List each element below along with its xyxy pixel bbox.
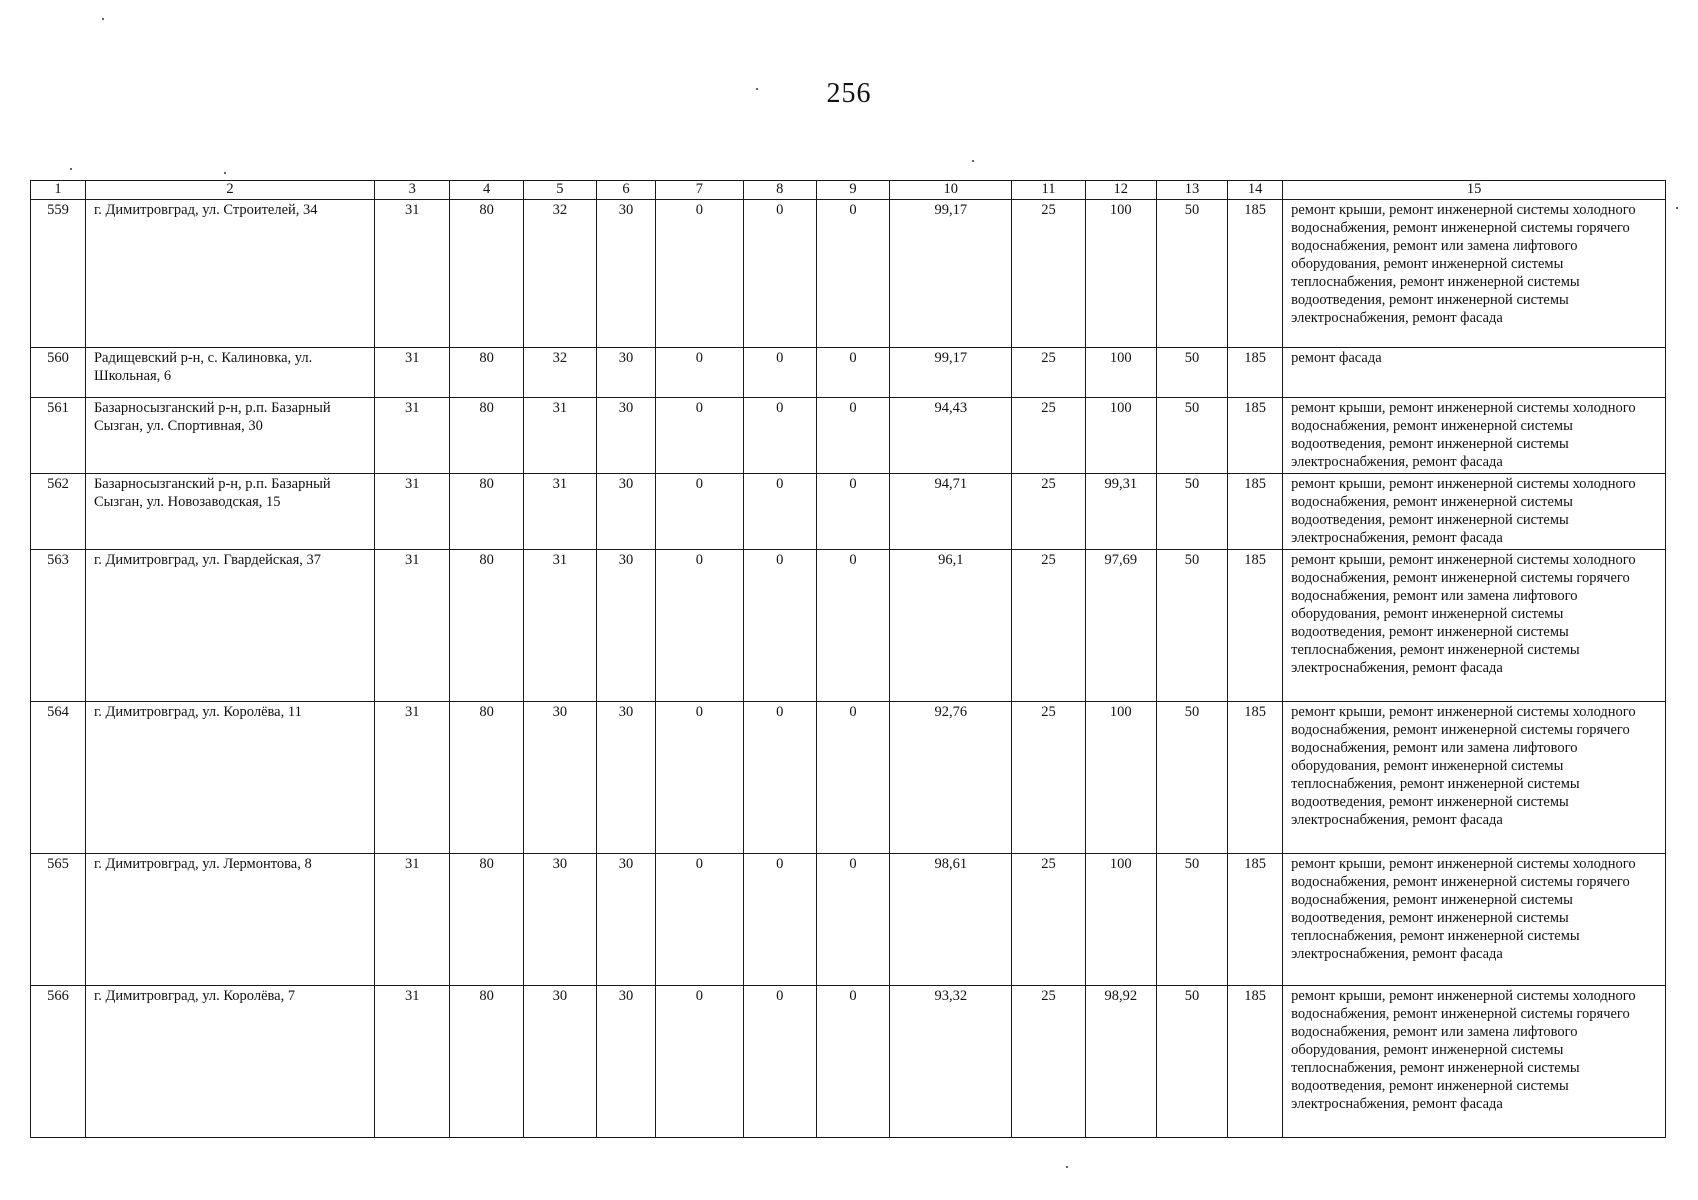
cell-col-8: 0 <box>743 398 816 474</box>
cell-col-10: 93,32 <box>890 986 1012 1138</box>
row-works: ремонт крыши, ремонт инженерной системы холодного водоснабжения, ремонт инженерной системы водоотведения, ремонт инженерной системы электроснабжения, ремонт фасада <box>1283 474 1666 550</box>
table-body <box>31 200 1666 1138</box>
header-col-15: 15 <box>1283 181 1666 200</box>
row-number: 566 <box>31 986 86 1138</box>
cell-col-4: 80 <box>450 348 523 398</box>
row-address: г. Димитровград, ул. Строителей, 34 <box>85 200 374 348</box>
table-header <box>31 181 1666 200</box>
cell-col-3: 31 <box>375 348 450 398</box>
cell-col-12: 100 <box>1085 702 1156 854</box>
cell-col-6: 30 <box>597 986 656 1138</box>
row-number: 565 <box>31 854 86 986</box>
cell-col-11: 25 <box>1012 854 1085 986</box>
cell-col-10: 99,17 <box>890 348 1012 398</box>
cell-col-10: 96,1 <box>890 550 1012 702</box>
cell-col-14: 185 <box>1228 200 1283 348</box>
cell-col-7: 0 <box>656 986 744 1138</box>
cell-col-5: 32 <box>523 200 596 348</box>
row-address: Радищевский р-н, с. Калиновка, ул. Школьная, 6 <box>85 348 374 398</box>
cell-col-4: 80 <box>450 986 523 1138</box>
cell-col-7: 0 <box>656 200 744 348</box>
row-works: ремонт крыши, ремонт инженерной системы холодного водоснабжения, ремонт инженерной системы горячего водоснабжения, ремонт или замена лифтового оборудования, ремонт инженерной системы теплоснабжения, ремонт инженерной системы водоотведения, ремонт инженерной системы электроснабжения, ремонт фасада <box>1283 702 1666 854</box>
cell-col-13: 50 <box>1156 474 1227 550</box>
cell-col-9: 0 <box>816 348 889 398</box>
cell-col-11: 25 <box>1012 348 1085 398</box>
cell-col-5: 30 <box>523 702 596 854</box>
cell-col-3: 31 <box>375 474 450 550</box>
cell-col-11: 25 <box>1012 702 1085 854</box>
cell-col-8: 0 <box>743 986 816 1138</box>
row-works: ремонт крыши, ремонт инженерной системы холодного водоснабжения, ремонт инженерной системы горячего водоснабжения, ремонт или замена лифтового оборудования, ремонт инженерной системы водоотведения, ремонт инженерной системы теплоснабжения, ремонт инженерной системы электроснабжения, ремонт фасада <box>1283 550 1666 702</box>
header-col-3: 3 <box>375 181 450 200</box>
cell-col-10: 98,61 <box>890 854 1012 986</box>
row-works: ремонт крыши, ремонт инженерной системы холодного водоснабжения, ремонт инженерной системы горячего водоснабжения, ремонт или замена лифтового оборудования, ремонт инженерной системы теплоснабжения, ремонт инженерной системы водоотведения, ремонт инженерной системы электроснабжения, ремонт фасада <box>1283 986 1666 1138</box>
scan-speck <box>224 172 226 174</box>
cell-col-9: 0 <box>816 986 889 1138</box>
cell-col-7: 0 <box>656 550 744 702</box>
cell-col-8: 0 <box>743 200 816 348</box>
cell-col-5: 30 <box>523 854 596 986</box>
cell-col-9: 0 <box>816 854 889 986</box>
cell-col-14: 185 <box>1228 854 1283 986</box>
cell-col-11: 25 <box>1012 550 1085 702</box>
cell-col-6: 30 <box>597 200 656 348</box>
table-row <box>31 348 1666 398</box>
header-col-7: 7 <box>656 181 744 200</box>
cell-col-5: 31 <box>523 398 596 474</box>
cell-col-6: 30 <box>597 348 656 398</box>
row-address: Базарносызганский р-н, р.п. Базарный Сызган, ул. Спортивная, 30 <box>85 398 374 474</box>
cell-col-9: 0 <box>816 200 889 348</box>
header-col-1: 1 <box>31 181 86 200</box>
cell-col-13: 50 <box>1156 550 1227 702</box>
header-col-12: 12 <box>1085 181 1156 200</box>
cell-col-10: 92,76 <box>890 702 1012 854</box>
header-col-5: 5 <box>523 181 596 200</box>
cell-col-7: 0 <box>656 702 744 854</box>
cell-col-4: 80 <box>450 398 523 474</box>
cell-col-10: 99,17 <box>890 200 1012 348</box>
cell-col-12: 98,92 <box>1085 986 1156 1138</box>
cell-col-5: 31 <box>523 550 596 702</box>
cell-col-5: 31 <box>523 474 596 550</box>
cell-col-11: 25 <box>1012 474 1085 550</box>
table-row <box>31 854 1666 986</box>
cell-col-12: 100 <box>1085 854 1156 986</box>
cell-col-3: 31 <box>375 854 450 986</box>
cell-col-8: 0 <box>743 348 816 398</box>
cell-col-6: 30 <box>597 550 656 702</box>
cell-col-13: 50 <box>1156 702 1227 854</box>
table-row <box>31 200 1666 348</box>
cell-col-13: 50 <box>1156 398 1227 474</box>
table-row <box>31 474 1666 550</box>
cell-col-6: 30 <box>597 398 656 474</box>
cell-col-6: 30 <box>597 702 656 854</box>
cell-col-3: 31 <box>375 702 450 854</box>
table-row <box>31 398 1666 474</box>
cell-col-14: 185 <box>1228 550 1283 702</box>
cell-col-11: 25 <box>1012 398 1085 474</box>
table-row <box>31 702 1666 854</box>
cell-col-3: 31 <box>375 550 450 702</box>
header-col-6: 6 <box>597 181 656 200</box>
cell-col-14: 185 <box>1228 348 1283 398</box>
cell-col-14: 185 <box>1228 398 1283 474</box>
cell-col-4: 80 <box>450 550 523 702</box>
row-number: 560 <box>31 348 86 398</box>
cell-col-13: 50 <box>1156 854 1227 986</box>
table-row <box>31 550 1666 702</box>
header-row <box>31 181 1666 200</box>
cell-col-10: 94,43 <box>890 398 1012 474</box>
cell-col-11: 25 <box>1012 986 1085 1138</box>
cell-col-8: 0 <box>743 702 816 854</box>
cell-col-12: 100 <box>1085 200 1156 348</box>
cell-col-7: 0 <box>656 474 744 550</box>
row-address: г. Димитровград, ул. Лермонтова, 8 <box>85 854 374 986</box>
page-number: 256 <box>826 78 872 109</box>
scan-speck <box>756 88 758 90</box>
row-number: 561 <box>31 398 86 474</box>
header-col-14: 14 <box>1228 181 1283 200</box>
header-col-10: 10 <box>890 181 1012 200</box>
cell-col-7: 0 <box>656 348 744 398</box>
cell-col-6: 30 <box>597 854 656 986</box>
cell-col-3: 31 <box>375 200 450 348</box>
header-col-13: 13 <box>1156 181 1227 200</box>
cell-col-8: 0 <box>743 550 816 702</box>
scan-speck <box>102 18 104 20</box>
cell-col-9: 0 <box>816 398 889 474</box>
cell-col-3: 31 <box>375 986 450 1138</box>
cell-col-9: 0 <box>816 702 889 854</box>
works-table <box>30 180 1666 1138</box>
cell-col-13: 50 <box>1156 200 1227 348</box>
row-number: 562 <box>31 474 86 550</box>
cell-col-11: 25 <box>1012 200 1085 348</box>
row-number: 559 <box>31 200 86 348</box>
cell-col-14: 185 <box>1228 474 1283 550</box>
row-address: г. Димитровград, ул. Королёва, 7 <box>85 986 374 1138</box>
cell-col-12: 100 <box>1085 398 1156 474</box>
cell-col-4: 80 <box>450 200 523 348</box>
row-works: ремонт крыши, ремонт инженерной системы холодного водоснабжения, ремонт инженерной системы горячего водоснабжения, ремонт или замена лифтового оборудования, ремонт инженерной системы теплоснабжения, ремонт инженерной системы водоотведения, ремонт инженерной системы электроснабжения, ремонт фасада <box>1283 200 1666 348</box>
header-col-11: 11 <box>1012 181 1085 200</box>
cell-col-5: 32 <box>523 348 596 398</box>
header-col-8: 8 <box>743 181 816 200</box>
row-address: г. Димитровград, ул. Королёва, 11 <box>85 702 374 854</box>
cell-col-7: 0 <box>656 854 744 986</box>
row-address: Базарносызганский р-н, р.п. Базарный Сызган, ул. Новозаводская, 15 <box>85 474 374 550</box>
cell-col-4: 80 <box>450 474 523 550</box>
cell-col-13: 50 <box>1156 986 1227 1138</box>
cell-col-12: 97,69 <box>1085 550 1156 702</box>
cell-col-12: 100 <box>1085 348 1156 398</box>
cell-col-8: 0 <box>743 474 816 550</box>
scan-speck <box>972 160 974 162</box>
cell-col-9: 0 <box>816 474 889 550</box>
cell-col-13: 50 <box>1156 348 1227 398</box>
cell-col-10: 94,71 <box>890 474 1012 550</box>
row-works: ремонт крыши, ремонт инженерной системы холодного водоснабжения, ремонт инженерной системы водоотведения, ремонт инженерной системы электроснабжения, ремонт фасада <box>1283 398 1666 474</box>
header-col-2: 2 <box>85 181 374 200</box>
row-number: 564 <box>31 702 86 854</box>
cell-col-12: 99,31 <box>1085 474 1156 550</box>
cell-col-4: 80 <box>450 854 523 986</box>
scan-speck <box>1676 207 1678 209</box>
scan-speck <box>1066 1166 1068 1168</box>
cell-col-8: 0 <box>743 854 816 986</box>
row-address: г. Димитровград, ул. Гвардейская, 37 <box>85 550 374 702</box>
cell-col-7: 0 <box>656 398 744 474</box>
cell-col-9: 0 <box>816 550 889 702</box>
header-col-4: 4 <box>450 181 523 200</box>
table-row <box>31 986 1666 1138</box>
row-works: ремонт крыши, ремонт инженерной системы холодного водоснабжения, ремонт инженерной системы горячего водоснабжения, ремонт инженерной системы водоотведения, ремонт инженерной системы теплоснабжения, ремонт инженерной системы электроснабжения, ремонт фасада <box>1283 854 1666 986</box>
cell-col-4: 80 <box>450 702 523 854</box>
row-works: ремонт фасада <box>1283 348 1666 398</box>
row-number: 563 <box>31 550 86 702</box>
scan-speck <box>70 168 72 170</box>
cell-col-3: 31 <box>375 398 450 474</box>
header-col-9: 9 <box>816 181 889 200</box>
cell-col-14: 185 <box>1228 702 1283 854</box>
cell-col-14: 185 <box>1228 986 1283 1138</box>
cell-col-6: 30 <box>597 474 656 550</box>
cell-col-5: 30 <box>523 986 596 1138</box>
